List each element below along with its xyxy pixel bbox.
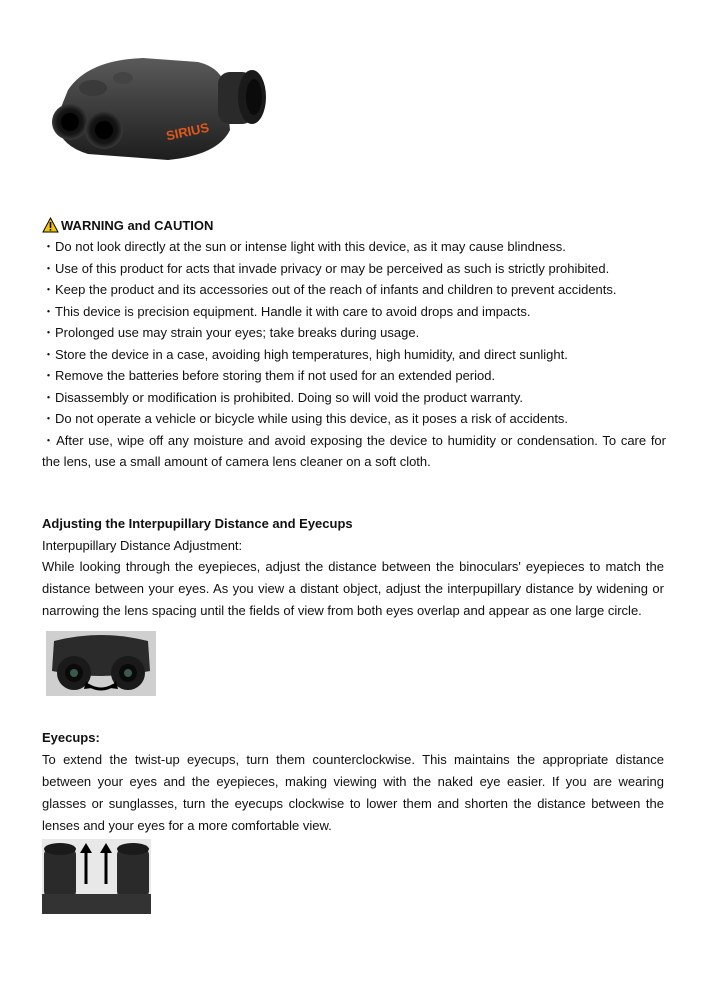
warning-item: ・This device is precision equipment. Handle it with care to avoid drops and impacts.: [42, 303, 531, 319]
ipd-heading: Adjusting the Interpupillary Distance and Eyecups: [42, 516, 353, 531]
ipd-subheading: Interpupillary Distance Adjustment:: [42, 538, 243, 553]
warning-heading-text: WARNING and CAUTION: [61, 217, 214, 233]
warning-item: ・Prolonged use may strain your eyes; take breaks during usage.: [42, 325, 420, 340]
warning-item: ・Keep the product and its accessories out of the reach of infants and children to prevent accidents.: [42, 282, 617, 297]
warning-item: ・Disassembly or modification is prohibited. Doing so will void the product warranty.: [42, 389, 523, 405]
warning-icon: [42, 217, 59, 233]
warning-item: ・Use of this product for acts that invade privacy or may be perceived as such is strictly prohibited.: [42, 260, 610, 276]
warning-item: ・Remove the batteries before storing them if not used for an extended period.: [42, 368, 496, 383]
warning-item: ・Store the device in a case, avoiding high temperatures, high humidity, and direct sunlight.: [42, 346, 568, 362]
warning-item: ・After use, wipe off any moisture and avoid exposing the device to humidity or condensation. To care for the lens, use a small amount of camera lens cleaner on a soft cloth.: [42, 432, 666, 469]
warning-heading: [42, 217, 213, 233]
eyecups-photo: [42, 839, 151, 914]
product-photo: [48, 50, 270, 170]
ipd-photo: [46, 631, 156, 696]
warning-item: ・Do not operate a vehicle or bicycle while using this device, as it poses a risk of accidents.: [42, 411, 569, 426]
warning-list: [42, 236, 666, 473]
ipd-paragraph: While looking through the eyepieces, adjust the distance between the binoculars' eyepieces to match the distance between your eyes. As you view a distant object, adjust the interpupillary distance by widening or narrowing the lens spacing until the fields of view from both eyes overlap and appear as one large circle.: [42, 559, 664, 618]
eyecups-heading: Eyecups:: [42, 730, 100, 745]
eyecups-paragraph: To extend the twist-up eyecups, turn them counterclockwise. This maintains the appropriate distance between your eyes and the eyepieces, making viewing with the naked eye easier. If you are wearing glasses or sunglasses, turn the eyecups clockwise to lower them and shorten the distance between the lenses and your eyes for a more comfortable view.: [42, 752, 664, 833]
svg-text:SIRIUS: SIRIUS: [164, 119, 211, 144]
warning-item: ・Do not look directly at the sun or intense light with this device, as it may cause blindness.: [42, 239, 566, 254]
